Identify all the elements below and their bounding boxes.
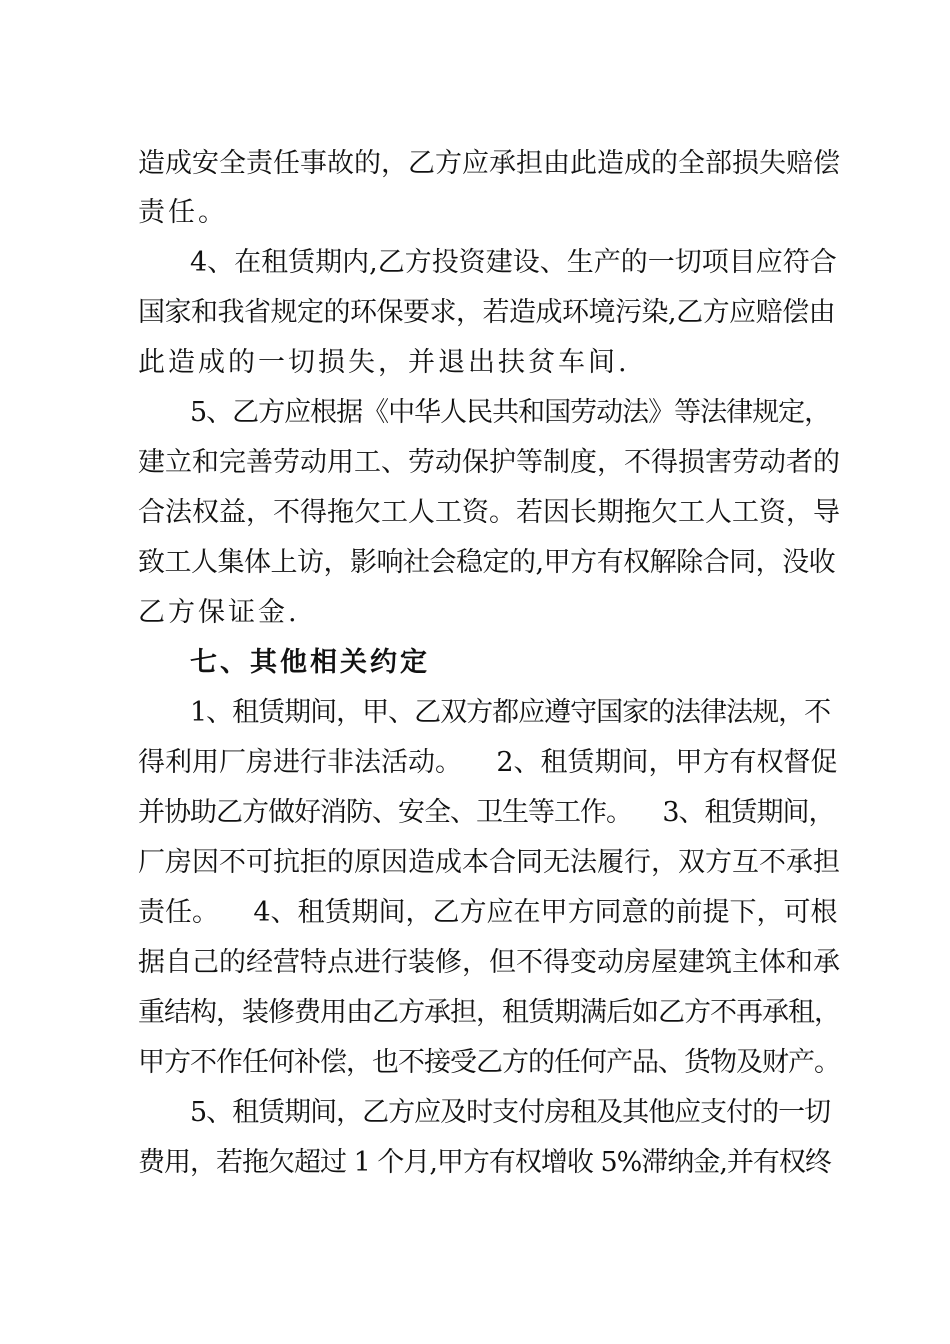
paragraph-line: 厂房因不可抗拒的原因造成本合同无法履行，双方互不承担 <box>138 847 840 878</box>
paragraph-line: 致工人集体上访，影响社会稳定的,甲方有权解除合同，没收 <box>138 547 836 578</box>
paragraph-line: 据自己的经营特点进行装修，但不得变动房屋建筑主体和承 <box>138 947 840 978</box>
paragraph-line: 得利用厂房进行非法活动。 2、租赁期间，甲方有权督促 <box>138 747 838 778</box>
paragraph-line: 5、租赁期间，乙方应及时支付房租及其他应支付的一切 <box>190 1097 831 1128</box>
paragraph-line: 1、租赁期间，甲、乙双方都应遵守国家的法律法规，不 <box>190 697 831 728</box>
paragraph-line: 5、乙方应根据《中华人民共和国劳动法》等法律规定， <box>190 397 831 428</box>
paragraph-line: 费用，若拖欠超过 1 个月,甲方有权增收 5%滞纳金,并有权终 <box>138 1147 831 1178</box>
section-heading: 七、其他相关约定 <box>190 647 430 678</box>
paragraph-line: 重结构，装修费用由乙方承担，租赁期满后如乙方不再承租， <box>138 997 840 1028</box>
paragraph-line: 此造成的一切损失，并退出扶贫车间. <box>138 347 630 378</box>
paragraph-line: 责任。 <box>138 197 228 228</box>
paragraph-line: 责任。 4、租赁期间，乙方应在甲方同意的前提下，可根 <box>138 897 838 928</box>
paragraph-line: 并协助乙方做好消防、安全、卫生等工作。 3、租赁期间， <box>138 797 835 828</box>
paragraph-line: 国家和我省规定的环保要求，若造成环境污染,乙方应赔偿由 <box>138 297 836 328</box>
paragraph-line: 4、在租赁期内,乙方投资建设、生产的一切项目应符合 <box>190 247 837 278</box>
paragraph-line: 建立和完善劳动用工、劳动保护等制度，不得损害劳动者的 <box>138 447 840 478</box>
paragraph-line: 造成安全责任事故的，乙方应承担由此造成的全部损失赔偿 <box>138 148 840 179</box>
paragraph-line: 甲方不作任何补偿，也不接受乙方的任何产品、货物及财产。 <box>138 1047 840 1078</box>
paragraph-line: 乙方保证金. <box>138 597 300 628</box>
paragraph-line: 合法权益，不得拖欠工人工资。若因长期拖欠工人工资，导 <box>138 497 840 528</box>
